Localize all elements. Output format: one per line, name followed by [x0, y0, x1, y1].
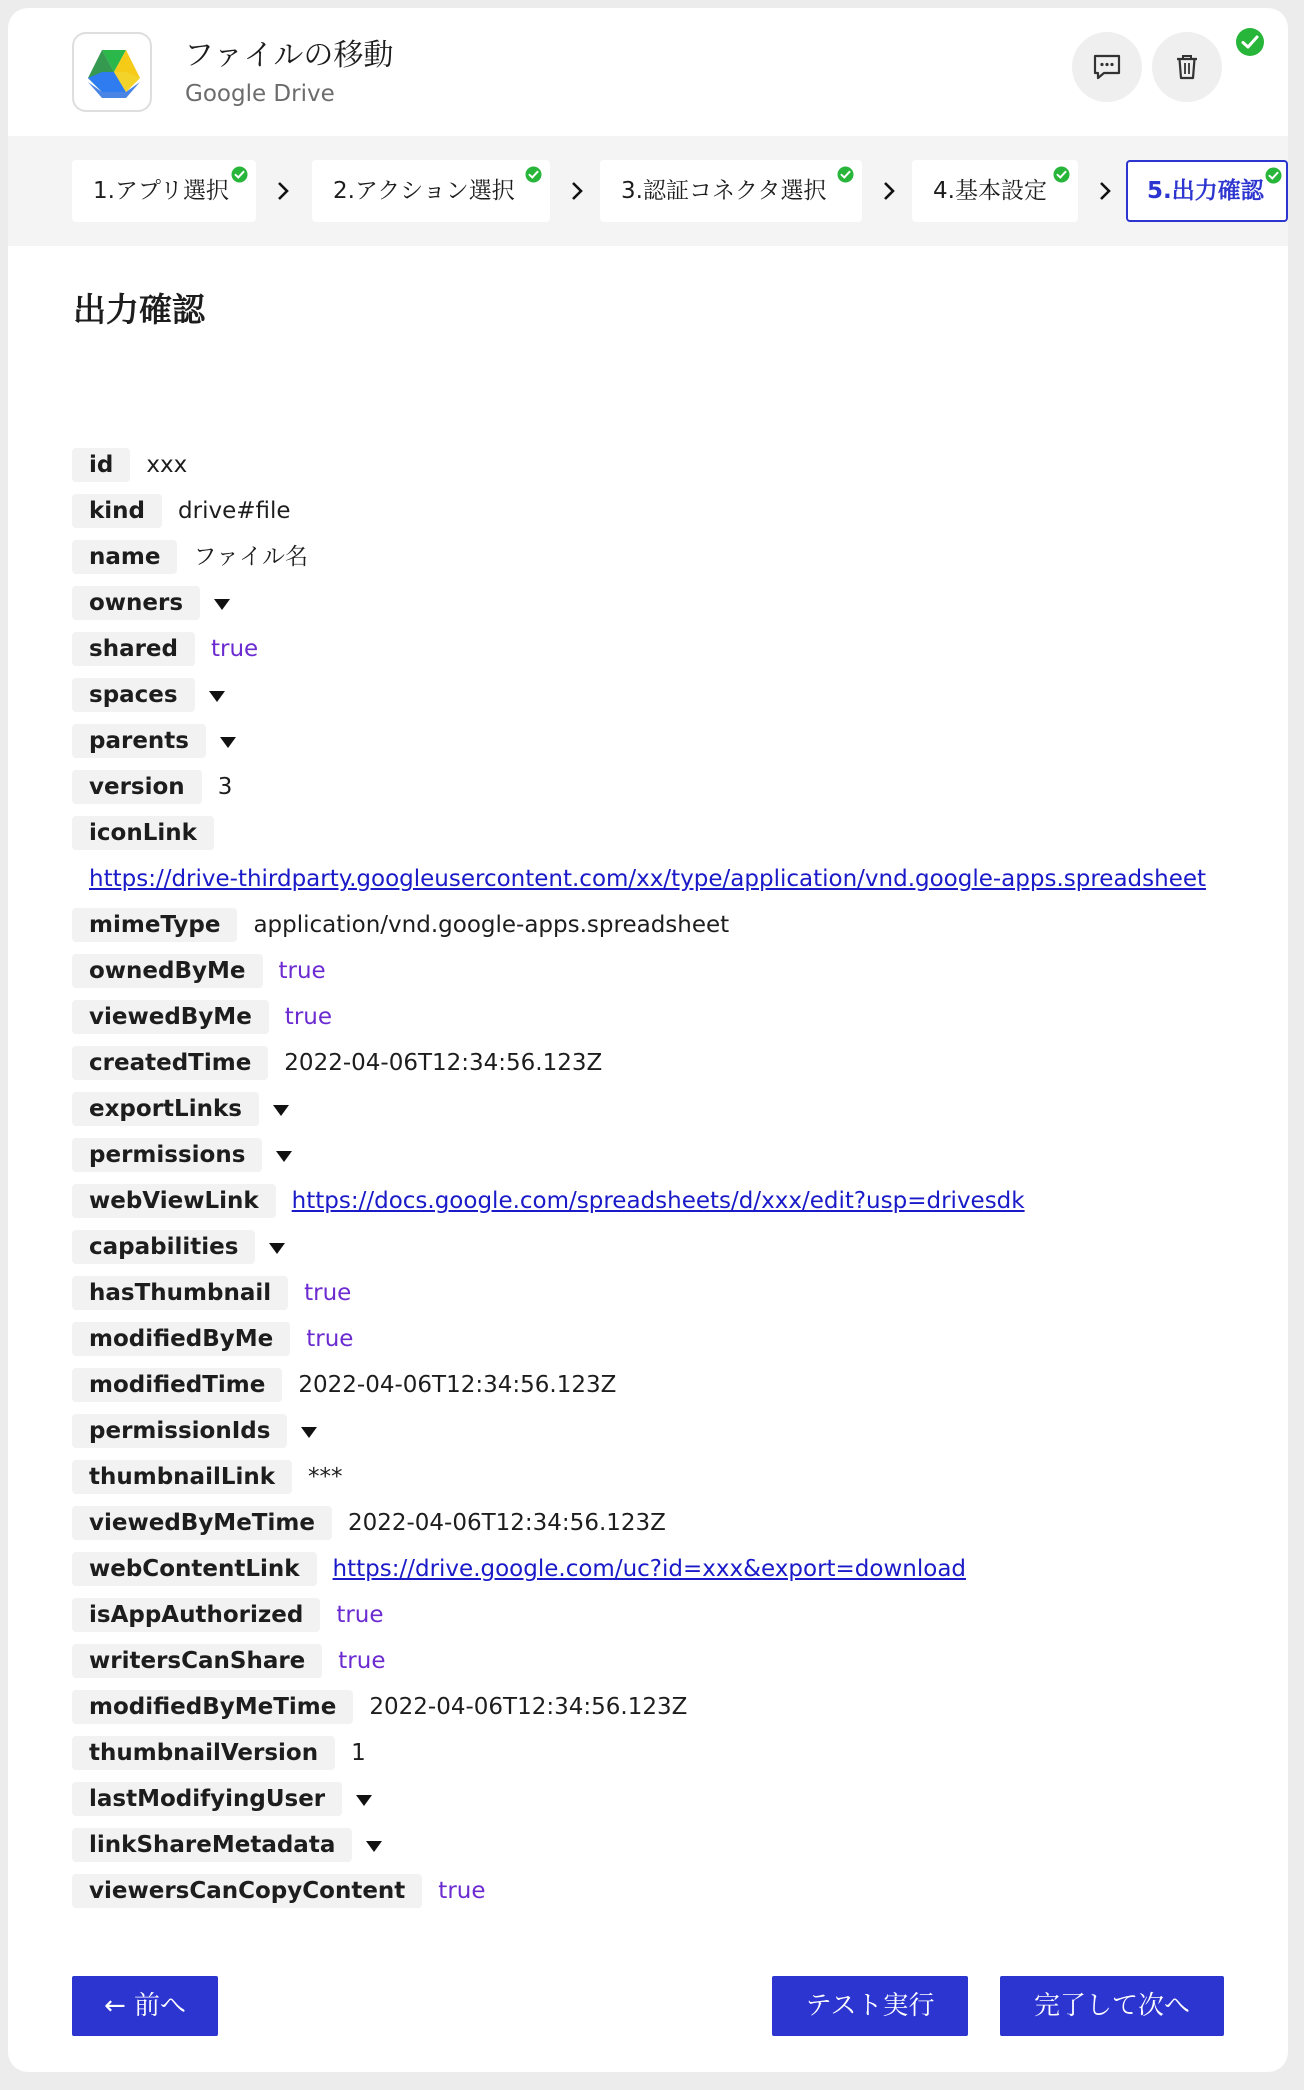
field-value: ファイル名: [193, 544, 309, 570]
step-action-select[interactable]: [312, 160, 550, 222]
field-key: isAppAuthorized: [72, 1598, 320, 1632]
step-connector-select[interactable]: [600, 160, 862, 222]
step-label: 4.基本設定: [933, 178, 1047, 204]
step-label: 3.認証コネクタ選択: [621, 178, 827, 204]
app-name: Google Drive: [185, 81, 335, 107]
finish-next-button[interactable]: 完了して次へ: [1000, 1976, 1224, 2036]
expand-caret-icon[interactable]: [213, 596, 231, 610]
field-row: [72, 902, 1252, 948]
step-done-icon: [1053, 166, 1070, 183]
chevron-right-icon: [878, 180, 900, 202]
comment-icon: [1092, 53, 1122, 81]
comment-button[interactable]: [1072, 32, 1142, 102]
expand-caret-icon[interactable]: [219, 734, 237, 748]
field-key: webContentLink: [72, 1552, 317, 1586]
step-label: 5.出力確認: [1147, 178, 1264, 204]
field-key: spaces: [72, 678, 195, 712]
field-key: thumbnailLink: [72, 1460, 292, 1494]
field-link[interactable]: https://drive.google.com/uc?id=xxx&export=download: [332, 1556, 967, 1582]
field-row: [72, 1454, 1252, 1500]
field-link[interactable]: https://drive-thirdparty.googleusercontent.com/xx/type/application/vnd.google-apps.spreadsheet: [89, 866, 1207, 892]
field-value: true: [438, 1878, 486, 1904]
field-key: id: [72, 448, 130, 482]
field-value: 3: [217, 774, 233, 800]
field-value: true: [211, 636, 259, 662]
field-row: [72, 1408, 1252, 1454]
field-key: shared: [72, 632, 195, 666]
chevron-right-icon: [272, 180, 294, 202]
field-key: capabilities: [72, 1230, 255, 1264]
field-row: [72, 1132, 1252, 1178]
page-title: ファイルの移動: [184, 38, 394, 73]
field-key: modifiedByMe: [72, 1322, 290, 1356]
field-value: true: [284, 1004, 332, 1030]
field-value: drive#file: [178, 498, 291, 524]
field-key: webViewLink: [72, 1184, 276, 1218]
field-key: modifiedByMeTime: [72, 1690, 353, 1724]
field-key: hasThumbnail: [72, 1276, 288, 1310]
field-key: mimeType: [72, 908, 237, 942]
field-key: createdTime: [72, 1046, 268, 1080]
field-key: version: [72, 770, 202, 804]
field-row: [72, 718, 1252, 764]
field-row: [72, 810, 1252, 902]
field-key: modifiedTime: [72, 1368, 282, 1402]
step-app-select[interactable]: [72, 160, 256, 222]
field-value: true: [336, 1602, 384, 1628]
field-row: [72, 626, 1252, 672]
expand-caret-icon[interactable]: [208, 688, 226, 702]
step-done-icon: [231, 166, 248, 183]
field-key: writersCanShare: [72, 1644, 322, 1678]
field-row: [72, 764, 1252, 810]
test-run-button[interactable]: テスト実行: [772, 1976, 968, 2036]
field-value: true: [338, 1648, 386, 1674]
field-row: [72, 1270, 1252, 1316]
field-key: owners: [72, 586, 200, 620]
field-row: [72, 1684, 1252, 1730]
field-value: true: [306, 1326, 354, 1352]
step-output-confirm[interactable]: [1126, 160, 1288, 222]
prev-button[interactable]: ← 前へ: [72, 1976, 218, 2036]
field-row: [72, 1086, 1252, 1132]
field-value: 2022-04-06T12:34:56.123Z: [298, 1372, 617, 1398]
field-row: [72, 1500, 1252, 1546]
field-row: [72, 534, 1252, 580]
field-key: viewedByMeTime: [72, 1506, 332, 1540]
expand-caret-icon[interactable]: [272, 1102, 290, 1116]
status-check-icon: [1235, 27, 1265, 57]
field-row: [72, 994, 1252, 1040]
field-key: parents: [72, 724, 206, 758]
field-key: permissionIds: [72, 1414, 287, 1448]
field-value: true: [304, 1280, 352, 1306]
field-key: iconLink: [72, 816, 214, 850]
field-row: [72, 1592, 1252, 1638]
output-field-list: [72, 442, 1252, 1914]
field-key: exportLinks: [72, 1092, 259, 1126]
expand-caret-icon[interactable]: [355, 1792, 373, 1806]
field-link[interactable]: https://docs.google.com/spreadsheets/d/xxx/edit?usp=drivesdk: [291, 1188, 1025, 1214]
step-basic-settings[interactable]: [912, 160, 1078, 222]
field-value: 2022-04-06T12:34:56.123Z: [284, 1050, 603, 1076]
field-value: ***: [308, 1464, 343, 1490]
field-key: lastModifyingUser: [72, 1782, 342, 1816]
field-row: [72, 488, 1252, 534]
field-value: 1: [351, 1740, 366, 1766]
chevron-right-icon: [1094, 180, 1116, 202]
expand-caret-icon[interactable]: [300, 1424, 318, 1438]
field-row: [72, 1362, 1252, 1408]
field-key: permissions: [72, 1138, 262, 1172]
field-row: [72, 1730, 1252, 1776]
google-drive-logo: [72, 32, 152, 112]
section-title: 出力確認: [73, 290, 205, 329]
field-row: [72, 672, 1252, 718]
field-value: 2022-04-06T12:34:56.123Z: [347, 1510, 666, 1536]
field-value: true: [278, 958, 326, 984]
field-key: name: [72, 540, 177, 574]
field-row: [72, 1868, 1252, 1914]
step-done-icon: [837, 166, 854, 183]
field-row: [72, 1178, 1252, 1224]
header: [8, 8, 1288, 136]
field-key: kind: [72, 494, 162, 528]
step-done-icon: [1265, 167, 1282, 184]
field-key: linkShareMetadata: [72, 1828, 352, 1862]
step-done-icon: [525, 166, 542, 183]
chevron-right-icon: [566, 180, 588, 202]
delete-button[interactable]: [1152, 32, 1222, 102]
expand-caret-icon[interactable]: [268, 1240, 286, 1254]
field-value: xxx: [146, 452, 188, 478]
step-navigation: [8, 136, 1288, 246]
drive-logo-icon: [82, 42, 146, 106]
field-row: [72, 1224, 1252, 1270]
field-row: [72, 1822, 1252, 1868]
field-row: [72, 1040, 1252, 1086]
field-row: [72, 1776, 1252, 1822]
field-row: [72, 948, 1252, 994]
main-card: [8, 8, 1288, 2072]
field-value: 2022-04-06T12:34:56.123Z: [369, 1694, 688, 1720]
step-label: 1.アプリ選択: [93, 178, 230, 204]
expand-caret-icon[interactable]: [365, 1838, 383, 1852]
field-row: [72, 1638, 1252, 1684]
trash-icon: [1175, 53, 1199, 81]
step-label: 2.アクション選択: [333, 178, 515, 204]
field-key: viewedByMe: [72, 1000, 269, 1034]
field-row: [72, 580, 1252, 626]
field-key: ownedByMe: [72, 954, 263, 988]
field-key: viewersCanCopyContent: [72, 1874, 422, 1908]
field-row: [72, 1546, 1252, 1592]
field-key: thumbnailVersion: [72, 1736, 335, 1770]
expand-caret-icon[interactable]: [275, 1148, 293, 1162]
field-row: [72, 442, 1252, 488]
field-value: application/vnd.google-apps.spreadsheet: [253, 912, 730, 938]
field-row: [72, 1316, 1252, 1362]
